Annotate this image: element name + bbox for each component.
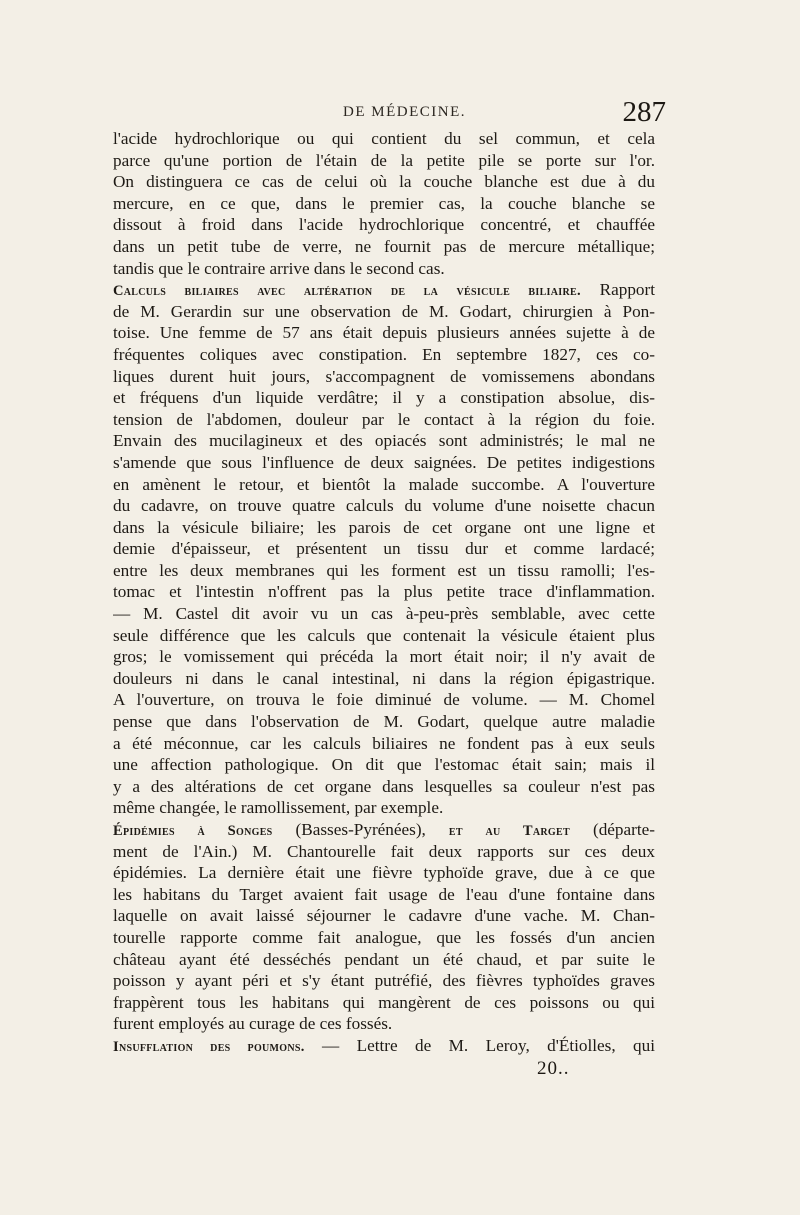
line-text: douleurs ni dans le canal intestinal, ni dans la région épigastrique. [113,668,655,688]
line-text: ment de l'Ain.) M. Chantourelle fait deux rapports sur ces deux [113,841,655,861]
line-text: A l'ouverture, on trouva le foie diminué de volume. — M. Chomel [113,690,655,710]
line-text: même changée, le ramollissement, par exemple. [113,798,444,818]
text-line [113,387,655,409]
text-line [113,581,655,603]
line-text: frappèrent tous les habitans qui mangèrent de ces poissons ou qui [113,992,655,1012]
text-line [113,452,655,474]
text-line [113,193,655,215]
line-text: mercure, en ce que, dans le premier cas, la couche blanche se [113,193,655,213]
text-line [113,754,655,776]
page-number: 287 [622,96,666,128]
line-text: tandis que le contraire arrive dans le second cas. [113,258,445,278]
text-line [113,366,655,388]
text-line [113,214,655,236]
section-heading: Calculs biliaires avec altération de la vésicule biliaire. [113,283,581,300]
line-text: dissout à froid dans l'acide hydrochlorique concentré, et chauffée [113,215,655,235]
text-line [113,128,655,150]
line-text: a été méconnue, car les calculs biliaires ne fondent pas à eux seuls [113,733,655,753]
line-text: épidémies. La dernière était une fièvre typhoïde grave, due à ce que [113,863,655,883]
line-text: entre les deux membranes qui les forment est un tissu ramolli; l'es- [113,560,655,580]
text-line [113,884,655,906]
text-line [113,171,655,193]
line-text: fréquentes coliques avec constipation. En septembre 1827, ces co- [113,344,655,364]
line-text: gros; le vomissement qui précéda la mort était noir; il n'y avait de [113,647,655,667]
line-text: et fréquens d'un liquide verdâtre; il y a constipation absolue, dis- [113,388,655,408]
text-line [113,1035,655,1057]
text-line [113,474,655,496]
line-text: — M. Castel dit avoir vu un cas à-peu-près semblable, avec cette [113,604,655,624]
text-line [113,733,655,755]
line-text: dans la vésicule biliaire; les parois de cet organe ont une ligne et [113,517,655,537]
text-line [113,905,655,927]
line-text: liques durent huit jours, s'accompagnent de vomissemens abondans [113,366,655,386]
signature-mark: 20.. [537,1058,570,1079]
line-text: en amènent le retour, et bientôt la malade succombe. A l'ouverture [113,474,655,494]
text-line [113,711,655,733]
text-line [113,776,655,798]
line-text: tension de l'abdomen, douleur par le contact à la région du foie. [113,409,655,429]
text-line [113,668,655,690]
line-text: furent employés au curage de ces fossés. [113,1014,393,1034]
text-line [113,603,655,625]
line-text: y a des altérations de cet organe dans lesquelles sa couleur n'est pas [113,776,655,796]
line-text: tourelle rapporte comme fait analogue, que les fossés d'un ancien [113,927,655,947]
text-line [113,992,655,1014]
page-header [113,96,666,128]
text-line [113,927,655,949]
text-line [113,344,655,366]
text-line [113,495,655,517]
line-text: dans un petit tube de verre, ne fournit pas de mercure métallique; [113,236,655,256]
line-text: château ayant été desséchés pendant un été chaud, et par suite le [113,949,655,969]
text-line [113,1013,655,1035]
line-text: une affection pathologique. On dit que l'estomac était sain; mais il [113,755,655,775]
line-text: seule différence que les calculs que contenait la vésicule étaient plus [113,625,655,645]
text-line [113,625,655,647]
text-line [113,236,655,258]
line-text: tomac et l'intestin n'offrent pas la plus petite trace d'inflammation. [113,582,655,602]
text-line [113,797,655,819]
line-text: Envain des mucilagineux et des opiacés sont administrés; le mal ne [113,431,655,451]
text-line [113,150,655,172]
line-text: toise. Une femme de 57 ans était depuis plusieurs années sujette à de [113,323,655,343]
line-text: laquelle on avait laissé séjourner le cadavre d'une vache. M. Chan- [113,906,655,926]
line-text: l'acide hydrochlorique ou qui contient du sel commun, et cela [113,129,655,148]
text-line [113,301,655,323]
text-line [113,949,655,971]
line-text: Rapport [580,280,655,300]
text-line [113,538,655,560]
section-heading: Épidémies à Songes [113,823,273,839]
line-text: demie d'épaisseur, et présentent un tissu dur et comme lardacé; [113,539,655,559]
text-line [113,279,655,301]
text-line [113,819,655,841]
section-heading: Insufflation des poumons. [113,1038,305,1055]
running-title: DE MÉDECINE. [343,104,466,120]
line-text: (Basses-Pyrénées), [272,820,449,839]
line-text: les habitans du Target avaient fait usage de l'eau d'une fontaine dans [113,884,655,904]
line-text: de M. Gerardin sur une observation de M. Godart, chirurgien à Pon- [113,301,655,321]
text-line [113,689,655,711]
text-line [113,322,655,344]
line-text: parce qu'une portion de l'étain de la petite pile se porte sur l'or. [113,150,655,170]
section-heading: et au Target [448,823,570,839]
text-line [113,560,655,582]
text-line [113,970,655,992]
line-text: On distinguera ce cas de celui où la couche blanche est due à du [113,172,655,192]
line-text: du cadavre, on trouve quatre calculs du volume d'une noisette chacun [113,496,655,516]
text-line [113,862,655,884]
text-line [113,409,655,431]
line-text: — Lettre de M. Leroy, d'Étiolles, qui [304,1035,655,1055]
line-text: s'amende que sous l'influence de deux saignées. De petites indigestions [113,452,655,472]
text-line [113,646,655,668]
text-line [113,517,655,539]
line-text: pense que dans l'observation de M. Godart, quelque autre maladie [113,712,655,732]
text-line [113,841,655,863]
text-line [113,430,655,452]
line-text: (départe- [569,820,655,839]
text-line [113,258,655,280]
line-text: poisson y ayant péri et s'y étant putréfié, des fièvres typhoïdes graves [113,971,655,991]
body-text [113,128,655,1057]
